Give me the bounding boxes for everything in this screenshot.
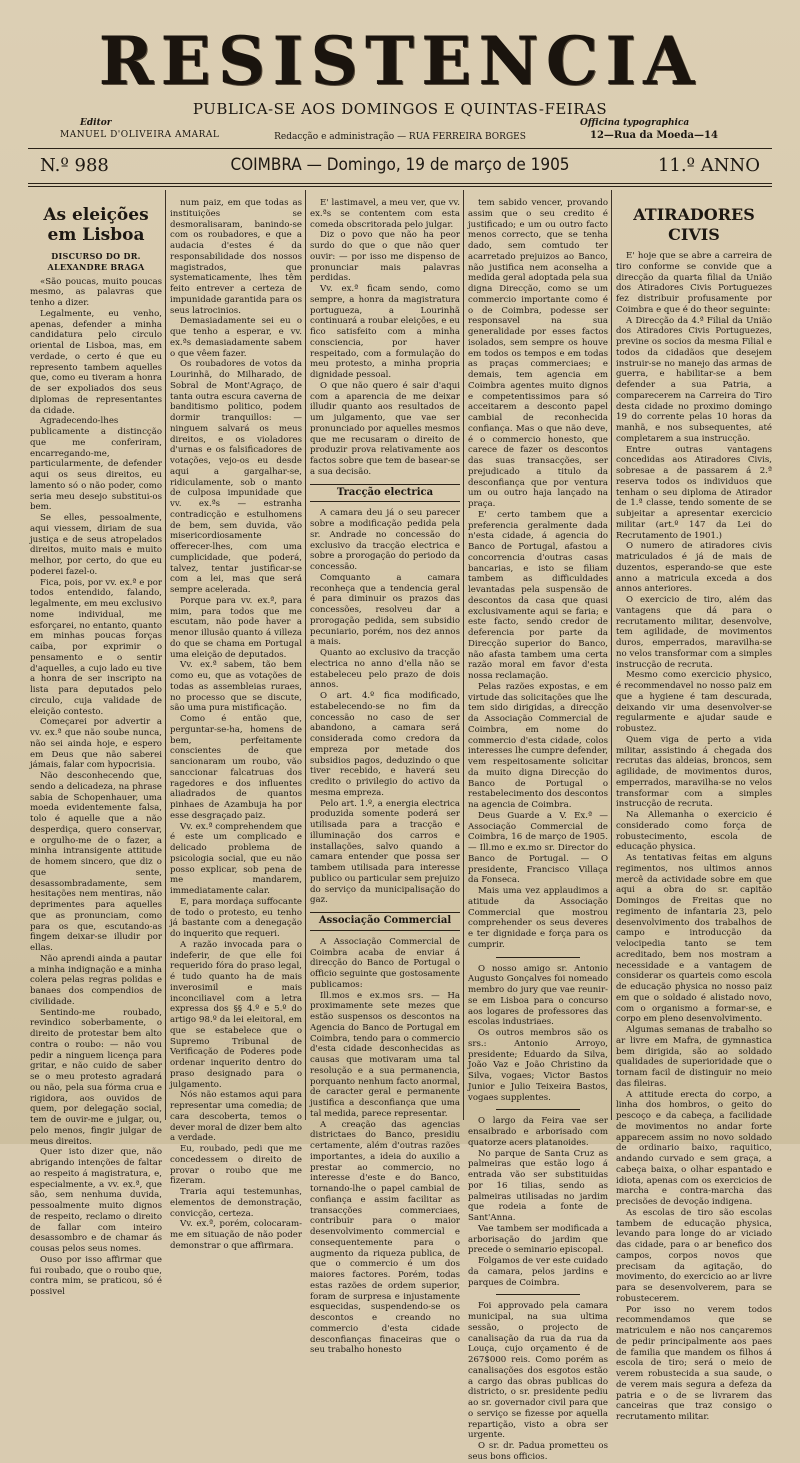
paragraph: Entre outras vantagens concedidas aos Atiradores Civis, sobresae a de passarem á 2.ª reserva todos os individuos que tenham o seu diploma de Atirador de 1.ª classe, tendo somente de se subjeitar a apresentar exercicio militar (art.º 147 da Lei do Recrutamento de 1901.) — [616, 444, 772, 541]
paragraph: No parque de Santa Cruz as palmeiras que estão logo á entrada vão ser substituidas por 16 tilias, sendo as palmeiras utilisadas no jardim que rodeia a fonte de Sant'Anna. — [468, 1148, 608, 1223]
paragraph: Não desconhecendo que, sendo a delicadeza, na phrase sabia de Schopenhauer, uma moeda evidentemente falsa, tolo é aquelle que a não desperdiça, quero conservar, e orgulho-me de o fazer, a minha intransigente attitude de homem sincero, que diz o que sente, desassombradamente, sem hesitações nem mentiras, não deprimentes para aquelles que as pronunciam, como para os que, escutando-as fingem deixar-se illudir por ellas. — [30, 771, 162, 953]
paragraph: Os roubadores de votos da Lourinhã, do Milharado, de Sobral de Mont'Agraço, de tanta outra escura caverna de banditismo politico, podem dormir tranquillos: — ninguem salvará os meus direitos, e os violadores d'urnas e os falsificadores de votações, vejo-os eu desde aqui a gargalhar-se, ridiculamente, sob o manto de culposa impunidade que vv. ex.ªs — estranha contradicção e estulhomens de bem, sem duvida, vão misericordiosamente offerecer-lhes, com uma cumplicidade, que poderá, talvez, tentar justificar-se com a lei, mas que será sempre acelerada. — [170, 359, 302, 595]
paragraph: Quanto ao exclusivo da tracção electrica no anno d'ella não se estabeleceu pelo prazo de dois annos. — [310, 648, 460, 691]
paragraph: Os outros membros são os srs.: Antonio Arroyo, presidente; Eduardo da Silva, João Vaz e João Christino da Silva, vogaes; Victor Bastos Junior e Julio Teixeira Bastos, vogaes supplentes. — [468, 1028, 608, 1103]
editor-label: Editor — [80, 118, 112, 128]
paragraph: Como é então que, perguntar-se-ha, homens de bem, perfeitamente conscientes de que sancionaram um roubo, vão sanccionar falcatruas dos ragedores e dos influentes aliadrados de quantos pinhaes de Azambuja ha por esse desgraçado paiz. — [170, 714, 302, 821]
paragraph: Mesmo como exercicio physico, é recommendavel no nosso paiz em que a hygiene é tam descurada, deixando vir uma desenvolver-se regularmente e ajudar saude e robustez. — [616, 670, 772, 734]
paragraph: Mais uma vez applaudimos a atitude da Associação Commercial que mostrou comprehender os seus deveres e ter dignidade e força para os cumprir. — [468, 886, 608, 950]
paragraph: Foi approvado pela camara municipal, na sua ultima sessão, o projecto de canalisação da rua da rua da Louça, cujo orçamento é de 267$000 reis. Como porém as canalisações dos esgotos estão a cargo das obras publicas do districto, o sr. presidente pediu ao sr. governador civil para que o serviço se fizesse por aquella repartição, visto a obra ser urgente. — [468, 1301, 608, 1441]
paragraph: A Associação Commercial de Coimbra acaba de enviar á direcção do Banco de Portugal o officio seguinte que gostosamente publicamos: — [310, 936, 460, 990]
newspaper-title: RESISTENCIA — [98, 22, 702, 100]
paragraph: Vv. ex.ª comprehendem que é este um complicado e delicado problema de psicologia social, que eu não posso explicar, sob pena de me mandarem, immediatamente calar. — [170, 821, 302, 896]
section-divider — [310, 912, 460, 931]
paragraph: Por isso no verem todos recommendamos que se matriculem e não nos cançaremos de pedir principalmente aos paes de familia que mandem os filhos á escola de tiro; será o meio de verem robustecida a sua saude, o de verem mais segura a defeza da patria e o de se livrarem das canceiras que traz consigo o recrutamento militar. — [616, 1304, 772, 1422]
section-divider — [310, 484, 460, 503]
column-divider — [165, 190, 166, 1120]
dateline: COIMBRA — Domingo, 19 de março de 1905 — [230, 155, 570, 175]
year-label: 11.º ANNO — [657, 155, 760, 176]
article-heading-atiradores: ATIRADORES CIVIS — [633, 205, 755, 244]
paragraph: O largo da Feira vae ser ensaibrado e arborisado com quatorze acers platanoides. — [468, 1116, 608, 1148]
paragraph: Quer isto dizer que, não abrigando intenções de faltar ao respeito á magistratura, e, especialmente, a vv. ex.ª, que são, sem nenhuma duvida, pessoalmente muito dignos de respeito, reclamo o direito de fallar com inteiro desassombro e de chamar ás cousas pelos seus nomes. — [30, 1147, 162, 1254]
paragraph: Pelas razões expostas, e em virtude das solicitações que lhe tem sido dirigidas, a direcção da Associação Commercial de Coimbra, em nome do commercio d'esta cidade, colos interesses lhe cumpre defender, vem respeitosamente solicitar da muito digna Direcção do Banco de Portugal o restabelecimento dos descontos na agencia de Coimbra. — [468, 681, 608, 810]
paragraph: A camara deu já o seu parecer sobre a modificação pedida pela sr. Andrade no concessão do exclusivo da tracção electrica e sobre a prorogação do periodo da concessão. — [310, 508, 460, 572]
office-label: Officina typographica — [580, 118, 690, 128]
paragraph: As tentativas feitas em alguns regimentos, nos ultimos annos mercê da actividade sobre em que aqui a obra do sr. capitão Domingos de Freitas que no regimento de infantaria 23, pelo desenvolvimento dos trabalhos de campo e introducção da velocipedia tanto se tem acreditado, bem nos mostram a necessidade e a vantagem de considerar os quarteis como escola de educação physica no nosso paiz em que o soldado é alistado novo, com o organismo a formar-se, e corpo em pleno desenvolvimento. — [616, 853, 772, 1025]
paragraph: Demasiadamente sei eu o que tenho a esperar, e vv. ex.ªs demasiadamente sabem o que vêem fazer. — [170, 316, 302, 359]
paragraph: Começarei por advertir a vv. ex.ª que não soube nunca, não sei ainda hoje, e espero em Deus que não saberei jámais, falar com hypocrisia. — [30, 717, 162, 771]
paragraph: num paiz, em que todas as instituições se desmoralisaram, banindo-se com os roubadores, e que a audacia d'estes é da responsabilidade dos nossos magistrados, que systematicamente, lhes têm feito entrever a certeza de impunidade garantida para os seus latrocinios. — [170, 198, 302, 316]
paragraph: A razão invocada para o indeferir, de que elle foi requerido fóra do praso legal, é tudo quanto ha de mais inverosimil e mais inconciliavel com a letra expressa dos §§ 4.º e 5.º do artigo 98.º da lei eleitoral, em que se estabelece que o Supremo Tribunal de Verificação de Poderes pode ordenar inquerito dentro do praso designado para o julgamento. — [170, 939, 302, 1090]
paragraph: A Direcção da 4.ª Filial da União dos Atiradores Civis Portuguezes, previne os socios da mesma Filial e todos da cidadãos que desejem instruir-se no manejo das armas de guerra, e habilitar-se a bem defender a sua Patria, a comparecerem na Carreira do Tiro desta cidade no proximo domingo 19 do corrente pelas 10 horas da manhã, e nos subsequentes, até completarem a sua instrucção. — [616, 315, 772, 444]
paragraph: O exercicio de tiro, além das vantagens que dá para o recrutamento militar, desenvolve, tem agilidade, de movimentos duros, emperrados, maravilha-se no velos transformar com a simples instrucção de recruta. — [616, 595, 772, 670]
paragraph: Na Allemanha o exercicio é considerado como força de robustecimento, escola de educação physica. — [616, 810, 772, 853]
article-heading-traccao: Tracção electrica — [336, 486, 434, 498]
section-separator — [496, 1294, 580, 1295]
paragraph: Vv. ex.ª, porém, colocaram-me em situação de não poder demonstrar o que affirmara. — [170, 1219, 302, 1251]
masthead-rule-top — [28, 148, 772, 149]
column-2 — [170, 198, 302, 1251]
paragraph: tem sabido vencer, provando assim que o seu credito é justificado; e um ou outro facto menos correcto, que se tenha dado, sem comtudo ter acarretado prejuizos ao Banco, não justifica nem aconselha a medida geral adoptada pela sua digna Direcção, como se um commercio importante como é o de Coimbra, podesse ser responsavel na sua generalidade por esses factos isolados, sem sempre os houve em todos os tempos e em todas as praças commerciaes; e demais, tem agencia em Coimbra agentes muito dignos e competentissimos para só acceitarem a desconto papel cambial de reconhecida confiança. Mas o que não deve, é o commercio honesto, que carece de fazer os descontos das suas transacções, ser prejudicado a titulo da desconfiança que por ventura um ou outro haja lançado na praça. — [468, 198, 608, 509]
column-5 — [616, 205, 772, 1422]
issue-number: N.º 988 — [40, 155, 109, 176]
column-divider — [305, 190, 306, 1120]
publication-schedule: PUBLICA-SE AOS DOMINGOS E QUINTAS-FEIRAS — [192, 100, 608, 118]
paragraph: Eu, roubado, pedi que me concedessem o direito de provar o roubo que me fizeram. — [170, 1144, 302, 1187]
section-separator — [496, 957, 580, 958]
paragraph: O art. 4.º fica modificado, estabelecendo-se no fim da concessão no caso de ser abandono, a camara será considerada como credora da empreza por metade dos subsidios pagos, deduzindo o que tiver recebido, e haverá seu credito o privilegio do activo da mesma empreza. — [310, 691, 460, 798]
office-address: 12—Rua da Moeda—14 — [590, 130, 718, 141]
column-4 — [468, 198, 608, 1462]
masthead-rule-bottom-2 — [28, 186, 772, 187]
column-divider — [611, 190, 612, 1120]
paragraph: Folgamos de ver este cuidado da camara, pelos jardins e parques de Coimbra. — [468, 1256, 608, 1288]
paragraph: Algumas semanas de trabalho so ar livre em Mafra, de gymnastica bem dirigida, são ao soldado qualidades de superioridade que o tornam facil de distinguir no meio das fileiras. — [616, 1025, 772, 1089]
article-heading-eleicoes: As eleições em Lisboa — [43, 205, 149, 245]
redaccao-address: Redacção e administração — RUA FERREIRA BORGES — [274, 132, 526, 142]
paragraph: «São poucas, muito poucas mesmo, as palavras que tenho a dizer. — [30, 276, 162, 308]
paragraph: Traria aqui testemunhas, elementos de demonstração, convicção, certeza. — [170, 1187, 302, 1219]
article-heading-associacao: Associação Commercial — [318, 915, 452, 926]
paragraph: E' hoje que se abre a carreira de tiro conforme se convide que a direcção da quarta filial da União dos Atiradores Civis Portuguezes fez distribuir profusamente por Coimbra e que é do theor seguinte: — [616, 251, 772, 315]
paragraph: E, para mordaça suffocante de todo o protesto, eu tenho já bastante com a denegação do inquerito que requeri. — [170, 896, 302, 939]
paragraph: E' lastimavel, a meu ver, que vv. ex.ªs se contentem com esta comeda obscritorada pelo julgar. — [310, 198, 460, 230]
column-1 — [30, 205, 162, 1297]
paragraph: Ill.mos e ex.mos srs. — Ha proximamente sete mezes que estão suspensos os descontos na Agencia do Banco de Portugal em Coimbra, tendo para o commercio d'esta cidade desconhecidas as causas que motivaram uma tal resolução e a sua permanencia, porquanto nenhum facto anormal, de caracter geral e permanente justifica a desconfiança que uma tal medida, parece representar. — [310, 990, 460, 1119]
paragraph: Deus Guarde a V. Ex.ª — Associação Commercial de Coimbra, 16 de março de 1905. — Ill.mo e ex.mo sr. Director do Banco de Portugal. — O presidente, Francisco Villaça da Fonseca. — [468, 810, 608, 886]
paragraph: Nós não estamos aqui para representar uma comedia; de cara descoberta, temos o dever moral de dizer bem alto a verdade. — [170, 1090, 302, 1144]
paragraph: E' certo tambem que a preferencia geralmente dada n'esta cidade, á agencia do Banco de Portugal, afastou a concorrencia d'outras casas bancarias, e isto se filiam tambem as difficuldades levantadas pela suspensão de descontos da casa que quasi exclusivamente aqui se faria; e este facto, sendo credor de deferencia por parte da Direcção superior do Banco, não afasta tambem uma certa razão moral em favor d'esta nossa reclamação. — [468, 509, 608, 681]
paragraph: Comquanto a camara reconheça que a tendencia geral é para diminuir os prazos das concessões, resolveu dar a prorogação pedida, sem subsidio pecuniario, porém, nos dez annos a mais. — [310, 572, 460, 648]
paragraph: Se elles, pessoalmente, aqui viessem, diriam de sua justiça e de seus atropelados direitos, muito mais e muito melhor, por certo, do que eu poderei fazel-o. — [30, 513, 162, 577]
paragraph: O numero de atiradores civis matriculados é já de mais de duzentos, esperando-se que este anno a matricula exceda a dos annos anteriores. — [616, 541, 772, 595]
paragraph: A attitude erecta do corpo, a linha dos hombros, o geito do pescoço e da cabeça, a facilidade de movimentos no andar forte apparecem assim no novo soldado de ordinario baixo, raquitico, andando curvado e sem graça, a cabeça baixa, o olhar espantado e idiota, apenas com os exercicios de marcha e contra-marcha das precisões de devoção indigena. — [616, 1089, 772, 1207]
paragraph: Diz o povo que não ha peor surdo do que o que não quer ouvir: — por isso me dispenso de pronunciar mais palavras perdidas. — [310, 230, 460, 284]
paragraph: Fica, pois, por vv. ex.ª e por todos entendido, falando, legalmente, em meu exclusivo nome individual, me esforçarei, no entanto, quanto em minhas poucas forças caiba, por exprimir o pensamento e o sentir d'aquelles, a cujo lado eu tive a honra de ser inscripto na lista para deputados pelo circulo, cuja validade de eleição contesto. — [30, 577, 162, 717]
paragraph: Vae tambem ser modificada a arborisação do jardim que precede o seminario episcopal. — [468, 1223, 608, 1256]
paragraph: Vv. ex.ª sabem, tão bem como eu, que as votações de todas as assembleias ruraes, no processo que se discute, são uma pura mistificação. — [170, 660, 302, 714]
paragraph: A creação das agencias districtaes do Banco, presidiu certamente, além d'outras razões importantes, a ideia do auxilio a prestar ao commercio, no interesse d'este e do Banco, tornando-lhe o papel cambial de confiança e assim facilitar as transacções commerciaes, contribuir para o maior desenvolvimento commercial e consequentemente para o augmento da riqueza publica, de que o commercio é um dos maiores factores. Porém, todas estas razões de ordem superior, foram de surpresa e injustamente esquecidas, suspendendo-se os descontos e creando no commercio d'esta cidade desconfianças finaceiras que o seu trabalho honesto — [310, 1119, 460, 1356]
masthead-rule-bottom — [28, 183, 772, 184]
paragraph: Sentindo-me roubado, revindico soberbamente, o direito de protestar bem alto contra o roubo: — não vou pedir a ninguem licença para gritar, e não cuido de saber se o meu protesto agradará ou não, pela sua fórma crua e rigidora, aos ouvidos de quem, por delegação social, tem de ouvir-me e julgar, ou, pelo menos, fingir julgar de meus direitos. — [30, 1007, 162, 1147]
column-divider — [463, 190, 464, 1120]
article-subheading: DISCURSO DO DR. ALEXANDRE BRAGA — [47, 251, 145, 272]
paragraph: Pelo art. 1.º, a energia electrica produzida somente poderá ser utilisada para a tracção e illuminação dos carros e installações, salvo quando a camara entender que possa ser tambem utilisada para interesse publico ou particular sem prejuizo do serviço da municipalisação do gaz. — [310, 798, 460, 906]
paragraph: O que não quero é sair d'aqui com a aparencia de me deixar illudir quanto aos resultados de um julgamento, que vae ser pronunciado por aquelles mesmos que me recusaram o direito de produzir prova relativamente aos factos sobre que tem de basear-se a sua decisão. — [310, 380, 460, 477]
paragraph: O nosso amigo sr. Antonio Augusto Gonçalves foi nomeado membro do jury que vae reunir-se em Lisboa para o concurso aos logares de professores das escolas industriaes. — [468, 963, 608, 1028]
paragraph: As escolas de tiro são escolas tambem de educação physica, levando para longe do ar viciado das cidade, para o ar benefico dos campos, corpos novos que precisam da agitação, do movimento, do exercicio ao ar livre para se desenvolverem, para se robustecerem. — [616, 1207, 772, 1304]
paragraph: Ouso por isso affirmar que fui roubado, que o roubo que, contra mim, se praticou, só é possivel — [30, 1254, 162, 1297]
paragraph: Porque para vv. ex.ª, para mim, para todos que me escutam, não pode haver a menor illusão quanto á villeza do que se chama em Portugal uma eleição de deputados. — [170, 595, 302, 660]
masthead — [0, 0, 800, 180]
column-3 — [310, 198, 460, 1356]
paragraph: O sr. dr. Padua prometteu os seus bons officios. — [468, 1441, 608, 1462]
paragraph: Quem viga de perto a vida militar, assistindo á chegada dos recrutas das aldeias, broncos, sem agilidade, de movimentos duros, emperrados, maravilha-se no velos transformar com a simples instrucção de recruta. — [616, 734, 772, 810]
paragraph: Vv. ex.ª ficam sendo, como sempre, a honra da magistratura portugueza, a Lourinhã continuará a roubar eleições, e eu fico satisfeito com a minha consciencia, por haver respeitado, com a formulação do meu protesto, a minha propria dignidade pessoal. — [310, 284, 460, 380]
editor-name: MANUEL D'OLIVEIRA AMARAL — [60, 130, 220, 140]
section-separator — [496, 1109, 580, 1110]
paragraph: Agradecendo-lhes publicamente a distincção que me conferiram, encarregando-me, particularmente, de defender aqui os seus direitos, eu lamento só o não poder, como seria meu desejo substitui-os bem. — [30, 416, 162, 513]
paragraph: Não aprendi ainda a pautar a minha indignação e a minha colera pelas regras polidas e banaes dos compendios de civilidade. — [30, 953, 162, 1007]
paragraph: Legalmente, eu venho, apenas, defender a minha candidatura pelo circulo oriental de Lisboa, mas, em verdade, o certo é que eu represento tambem aquelles que, como eu tiveram a honra de ser expoliados dos seus diplomas de representantes da cidade. — [30, 308, 162, 416]
